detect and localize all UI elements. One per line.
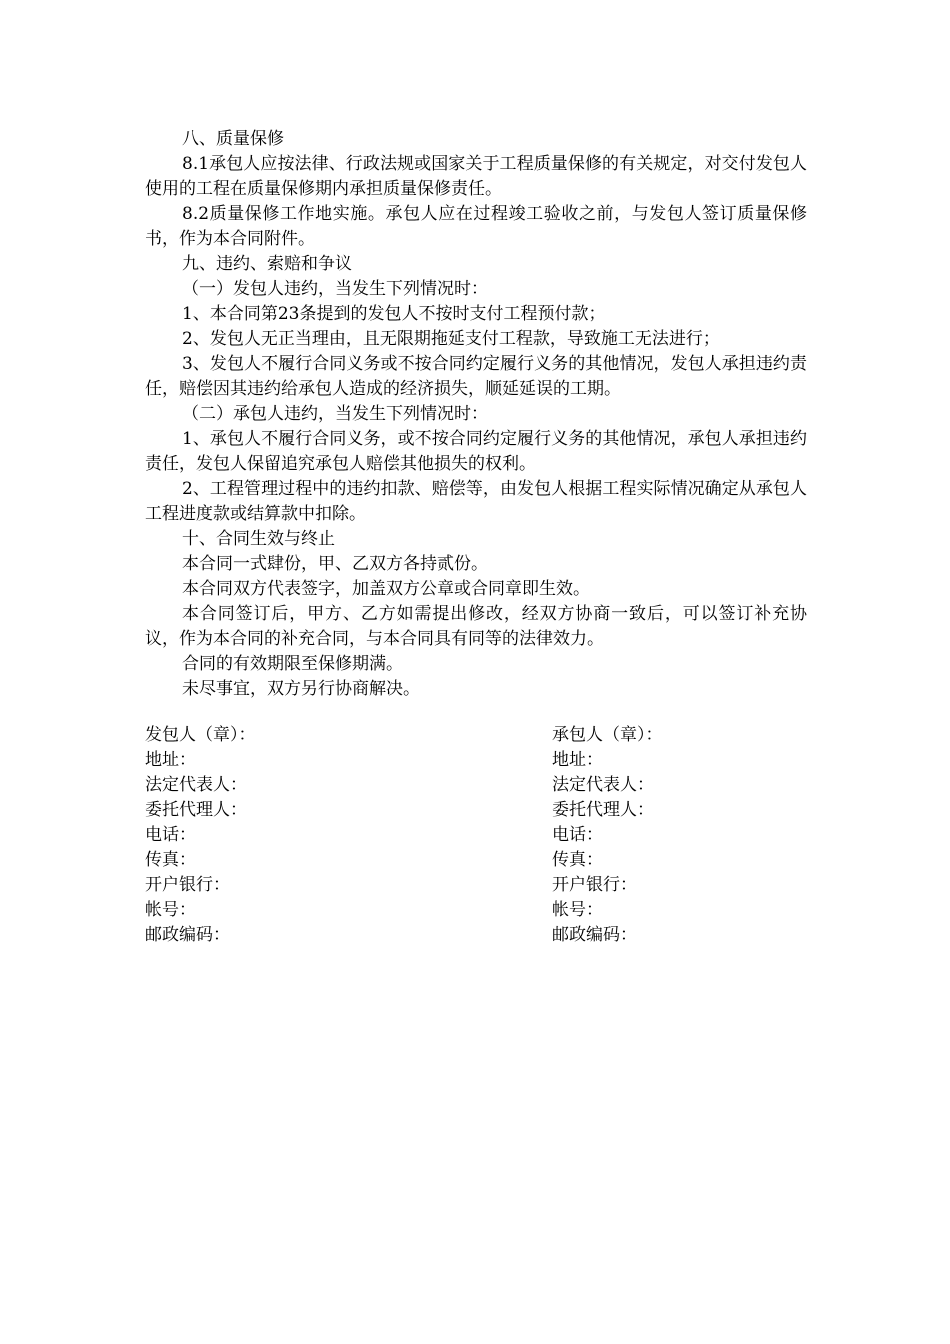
subheading-employer-breach: （一）发包人违约，当发生下列情况时： — [182, 279, 488, 299]
employer-legal-rep-label: 法定代表人： — [145, 775, 247, 795]
employer-breach-item-3: 3、发包人不履行合同义务或不按合同约定履行义务的其他情况，发包人承担违约责任，赔偿因其违约给承包人造成的经济损失，顺延延误的工期。 — [145, 354, 807, 399]
employer-breach-item-1: 1、本合同第23条提到的发包人不按时支付工程预付款； — [182, 304, 606, 324]
employer-address-label: 地址： — [145, 750, 196, 770]
contractor-breach-item-2: 2、工程管理过程中的违约扣款、赔偿等，由发包人根据工程实际情况确定从承包人工程进度款或结算款中扣除。 — [145, 479, 807, 524]
employer-bank-label: 开户银行： — [145, 875, 230, 895]
contractor-account-label: 帐号： — [552, 900, 603, 920]
contractor-agent-label: 委托代理人： — [552, 800, 654, 820]
section-heading-breach-claims: 九、违约、索赔和争议 — [182, 254, 352, 274]
section-heading-quality-warranty: 八、质量保修 — [182, 129, 284, 149]
contractor-fax-label: 传真： — [552, 850, 603, 870]
contractor-postcode-label: 邮政编码： — [552, 925, 637, 945]
contractor-phone-label: 电话： — [552, 825, 603, 845]
employer-signature-block — [145, 723, 445, 948]
contract-body — [145, 127, 807, 702]
contractor-seal-label: 承包人（章）： — [552, 725, 663, 745]
clause-copies: 本合同一式肆份，甲、乙双方各持贰份。 — [182, 554, 488, 574]
employer-postcode-label: 邮政编码： — [145, 925, 230, 945]
contractor-bank-label: 开户银行： — [552, 875, 637, 895]
clause-8-2: 8.2质量保修工作地实施。承包人应在过程竣工验收之前，与发包人签订质量保修书，作为本合同附件。 — [145, 204, 807, 249]
subheading-contractor-breach: （二）承包人违约，当发生下列情况时： — [182, 404, 488, 424]
section-heading-effect-termination: 十、合同生效与终止 — [182, 529, 335, 549]
clause-other-matters: 未尽事宜，双方另行协商解决。 — [182, 679, 420, 699]
contractor-signature-block — [552, 723, 852, 948]
employer-account-label: 帐号： — [145, 900, 196, 920]
contractor-legal-rep-label: 法定代表人： — [552, 775, 654, 795]
contractor-address-label: 地址： — [552, 750, 603, 770]
employer-phone-label: 电话： — [145, 825, 196, 845]
employer-fax-label: 传真： — [145, 850, 196, 870]
contractor-breach-item-1: 1、承包人不履行合同义务，或不按合同约定履行义务的其他情况，承包人承担违约责任，发包人保留追究承包人赔偿其他损失的权利。 — [145, 429, 807, 474]
clause-8-1: 8.1承包人应按法律、行政法规或国家关于工程质量保修的有关规定，对交付发包人使用的工程在质量保修期内承担质量保修责任。 — [145, 154, 807, 199]
clause-effectiveness: 本合同双方代表签字，加盖双方公章或合同章即生效。 — [182, 579, 590, 599]
clause-validity-period: 合同的有效期限至保修期满。 — [182, 654, 403, 674]
employer-seal-label: 发包人（章）： — [145, 725, 256, 745]
employer-agent-label: 委托代理人： — [145, 800, 247, 820]
employer-breach-item-2: 2、发包人无正当理由，且无限期拖延支付工程款，导致施工无法进行； — [182, 329, 720, 349]
clause-amendment: 本合同签订后，甲方、乙方如需提出修改，经双方协商一致后，可以签订补充协议，作为本合同的补充合同，与本合同具有同等的法律效力。 — [145, 604, 807, 649]
